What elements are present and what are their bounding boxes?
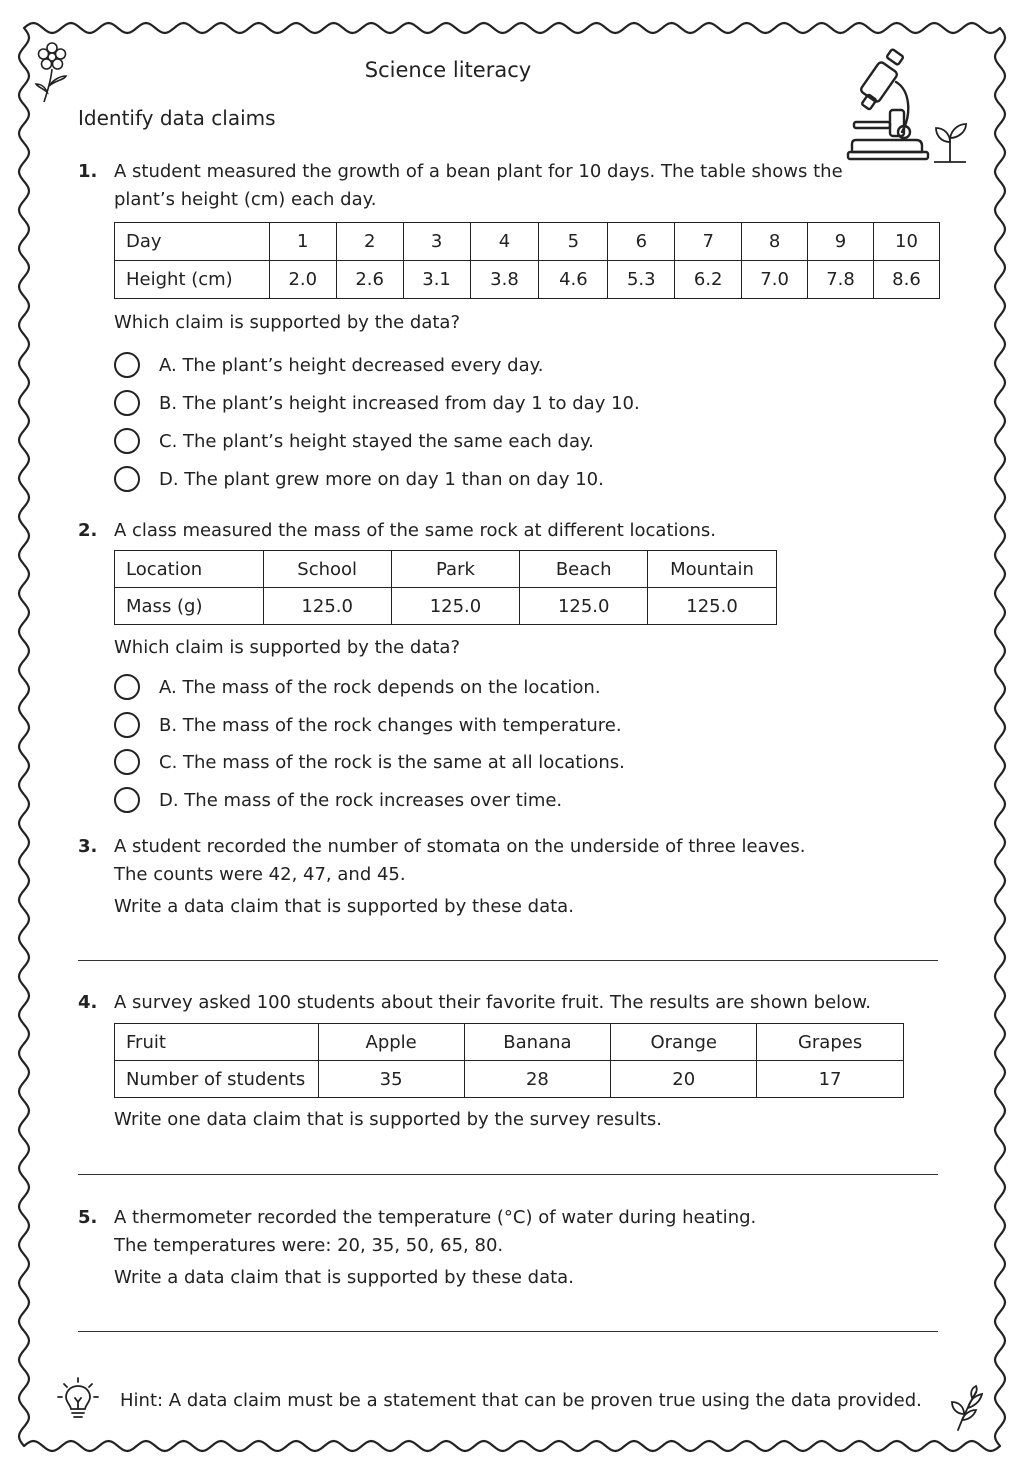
question-number: 5.: [78, 1207, 98, 1228]
radio-circle[interactable]: [114, 712, 140, 738]
question-number: 4.: [78, 992, 98, 1013]
answer-line-q4[interactable]: [78, 1174, 938, 1175]
table-cell: Park: [391, 551, 520, 588]
table-cell: 8.6: [873, 261, 939, 299]
table-cell: 9: [808, 223, 874, 261]
table-row: [115, 1024, 904, 1061]
radio-circle[interactable]: [114, 428, 140, 454]
sprout-icon: [930, 116, 970, 164]
table-cell: 10: [873, 223, 939, 261]
table-header-cell: Mass (g): [115, 588, 264, 625]
option-label: A. The mass of the rock depends on the location.: [159, 677, 601, 698]
table-cell: Banana: [464, 1024, 611, 1061]
question-prompt-line: A thermometer recorded the temperature (°C) of water during heating.: [114, 1207, 757, 1228]
table-header-cell: Number of students: [115, 1061, 319, 1098]
flower-icon: [34, 40, 74, 106]
question-number: 3.: [78, 836, 98, 857]
table-row: [115, 261, 940, 299]
table-cell: 1: [269, 223, 336, 261]
worksheet-subtitle: Identify data claims: [78, 106, 276, 130]
table-header-cell: Fruit: [115, 1024, 319, 1061]
table-cell: Mountain: [648, 551, 777, 588]
table-cell: 125.0: [391, 588, 520, 625]
table-cell: 3.1: [403, 261, 470, 299]
radio-circle[interactable]: [114, 749, 140, 775]
microscope-icon: [846, 48, 934, 164]
question-prompt-line: A student recorded the number of stomata on the underside of three leaves.: [114, 836, 806, 857]
question-prompt-line: plant’s height (cm) each day.: [114, 189, 377, 210]
question-prompt-line: The temperatures were: 20, 35, 50, 65, 80.: [114, 1235, 504, 1256]
table-cell: 20: [611, 1061, 757, 1098]
table-cell: 125.0: [263, 588, 391, 625]
table-cell: Beach: [520, 551, 648, 588]
table-cell: 6: [608, 223, 675, 261]
table-cell: 5: [539, 223, 608, 261]
radio-circle[interactable]: [114, 466, 140, 492]
table-cell: 17: [757, 1061, 904, 1098]
table-cell: 125.0: [520, 588, 648, 625]
table-cell: 7.0: [742, 261, 808, 299]
answer-line-q5[interactable]: [78, 1331, 938, 1332]
bean-growth-table: [114, 222, 940, 299]
answer-line-q3[interactable]: [78, 960, 938, 961]
table-cell: 7: [675, 223, 742, 261]
table-cell: 7.8: [808, 261, 874, 299]
table-cell: 35: [318, 1061, 464, 1098]
table-cell: 5.3: [608, 261, 675, 299]
table-cell: 125.0: [648, 588, 777, 625]
table-cell: 2.6: [336, 261, 403, 299]
table-header-cell: Location: [115, 551, 264, 588]
table-cell: 8: [742, 223, 808, 261]
option-label: D. The mass of the rock increases over time.: [159, 790, 563, 811]
option-label: A. The plant’s height decreased every day.: [159, 355, 544, 376]
table-row: [115, 588, 777, 625]
table-row: [115, 223, 940, 261]
option-label: C. The plant’s height stayed the same each day.: [159, 431, 594, 452]
option-label: C. The mass of the rock is the same at all locations.: [159, 752, 625, 773]
radio-circle[interactable]: [114, 352, 140, 378]
question-instruction: Write one data claim that is supported by the survey results.: [114, 1109, 662, 1130]
question-text: Which claim is supported by the data?: [114, 637, 461, 658]
table-cell: Apple: [318, 1024, 464, 1061]
question-number: 1.: [78, 161, 98, 182]
table-cell: 2: [336, 223, 403, 261]
table-cell: 6.2: [675, 261, 742, 299]
table-row: [115, 1061, 904, 1098]
question-number: 2.: [78, 520, 98, 541]
table-row: [115, 551, 777, 588]
table-cell: Grapes: [757, 1024, 904, 1061]
fruit-survey-table: [114, 1023, 904, 1098]
question-prompt-line: A survey asked 100 students about their favorite fruit. The results are shown below.: [114, 992, 871, 1013]
question-text: Which claim is supported by the data?: [114, 312, 461, 333]
radio-circle[interactable]: [114, 674, 140, 700]
table-cell: 28: [464, 1061, 611, 1098]
table-header-cell: Day: [115, 223, 270, 261]
question-instruction: Write a data claim that is supported by these data.: [114, 896, 574, 917]
question-prompt-line: A student measured the growth of a bean plant for 10 days. The table shows the: [114, 161, 843, 182]
rock-mass-table: [114, 550, 777, 625]
table-header-cell: Height (cm): [115, 261, 270, 299]
page-title: Science literacy: [364, 58, 532, 82]
hint-text: Hint: A data claim must be a statement that can be proven true using the data provided.: [120, 1390, 922, 1411]
leaf-icon: [948, 1384, 988, 1432]
table-cell: Orange: [611, 1024, 757, 1061]
option-label: B. The mass of the rock changes with temperature.: [159, 715, 622, 736]
table-cell: 2.0: [269, 261, 336, 299]
question-instruction: Write a data claim that is supported by these data.: [114, 1267, 574, 1288]
option-label: D. The plant grew more on day 1 than on day 10.: [159, 469, 604, 490]
table-cell: 3.8: [470, 261, 539, 299]
table-cell: School: [263, 551, 391, 588]
question-prompt-line: The counts were 42, 47, and 45.: [114, 864, 406, 885]
radio-circle[interactable]: [114, 787, 140, 813]
table-cell: 3: [403, 223, 470, 261]
question-prompt-line: A class measured the mass of the same rock at different locations.: [114, 520, 717, 541]
lightbulb-icon: [56, 1376, 100, 1422]
option-label: B. The plant’s height increased from day 1 to day 10.: [159, 393, 640, 414]
table-cell: 4: [470, 223, 539, 261]
table-cell: 4.6: [539, 261, 608, 299]
radio-circle[interactable]: [114, 390, 140, 416]
